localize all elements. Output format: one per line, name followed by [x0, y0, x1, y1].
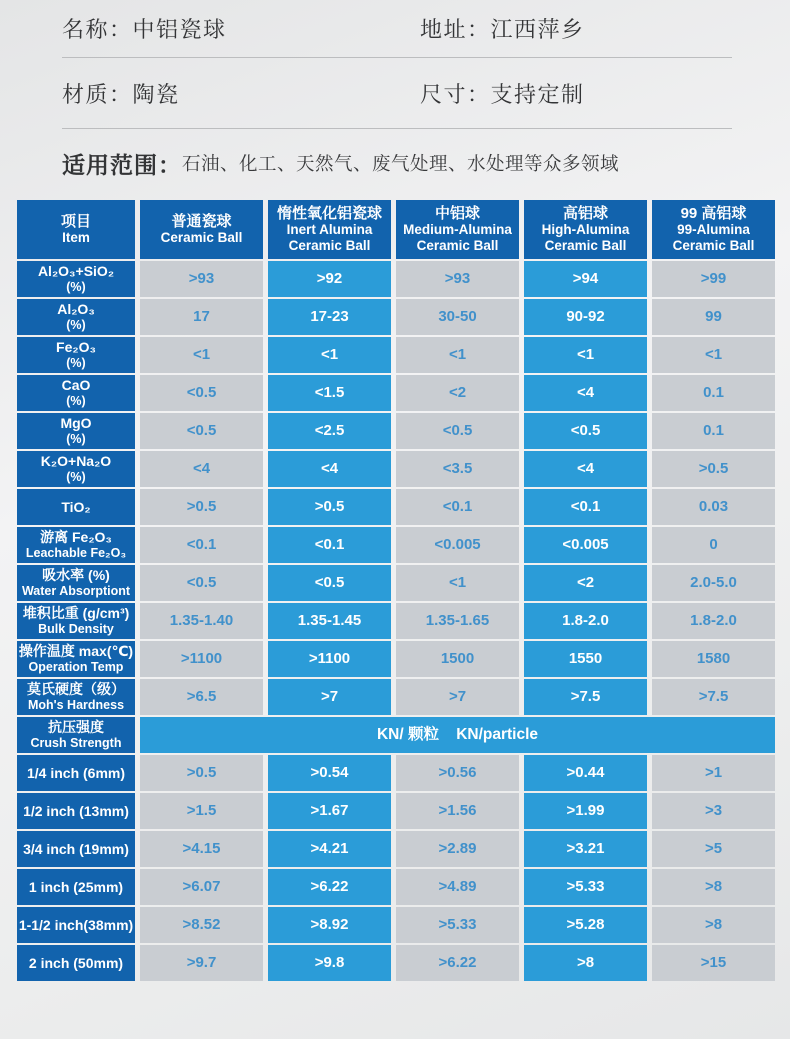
value-cell: >8.52	[140, 907, 263, 943]
value-cell: >0.56	[396, 755, 519, 791]
column-header: 中铝球 Medium-Alumina Ceramic Ball	[396, 200, 519, 259]
row-label: 游离 Fe₂O₃ Leachable Fe₂O₃	[17, 527, 135, 563]
value-cell: <0.5	[396, 413, 519, 449]
row-label: Fe₂O₃ (%)	[17, 337, 135, 373]
value-cell: >5.28	[524, 907, 647, 943]
row-label: 莫氏硬度（级） Moh's Hardness	[17, 679, 135, 715]
address-label: 地址：	[420, 17, 491, 42]
value-cell: <3.5	[396, 451, 519, 487]
address-field	[420, 13, 585, 44]
value-cell: 90-92	[524, 299, 647, 335]
row-label: Al₂O₃+SiO₂ (%)	[17, 261, 135, 297]
value-cell: >5.33	[396, 907, 519, 943]
column-header: 普通瓷球 Ceramic Ball	[140, 200, 263, 259]
column-header: 惰性氧化铝瓷球 Inert Alumina Ceramic Ball	[268, 200, 391, 259]
value-cell: >93	[140, 261, 263, 297]
value-cell: <1	[524, 337, 647, 373]
value-cell: <2	[396, 375, 519, 411]
value-cell: <1	[396, 565, 519, 601]
value-cell: >93	[396, 261, 519, 297]
value-cell: <1	[652, 337, 775, 373]
value-cell: >0.5	[652, 451, 775, 487]
size-label: 尺寸：	[420, 81, 491, 107]
value-cell: >7.5	[652, 679, 775, 715]
value-cell: 0	[652, 527, 775, 563]
value-cell: <0.1	[140, 527, 263, 563]
name-field	[62, 13, 420, 44]
row-label: 1/2 inch (13mm)	[17, 793, 135, 829]
value-cell: <1	[140, 337, 263, 373]
value-cell: >1100	[268, 641, 391, 677]
value-cell: >6.22	[268, 869, 391, 905]
value-cell: 0.03	[652, 489, 775, 525]
value-cell: <1.5	[268, 375, 391, 411]
row-label: 抗压强度 Crush Strength	[17, 717, 135, 753]
value-cell: 2.0-5.0	[652, 565, 775, 601]
name-value: 中铝瓷球	[132, 17, 227, 42]
value-cell: >9.7	[140, 945, 263, 981]
value-cell: >5	[652, 831, 775, 867]
value-cell: <0.5	[140, 565, 263, 601]
value-cell: >0.54	[268, 755, 391, 791]
material-value: 陶瓷	[132, 81, 180, 107]
value-cell: <4	[268, 451, 391, 487]
value-cell: <0.1	[268, 527, 391, 563]
value-cell: >4.21	[268, 831, 391, 867]
value-cell: >4.89	[396, 869, 519, 905]
name-label: 名称：	[62, 17, 133, 42]
value-cell: 1580	[652, 641, 775, 677]
value-cell: >1	[652, 755, 775, 791]
value-cell: >6.5	[140, 679, 263, 715]
material-field	[62, 78, 420, 109]
row-label: 2 inch (50mm)	[17, 945, 135, 981]
value-cell: >1.67	[268, 793, 391, 829]
value-cell: <4	[524, 451, 647, 487]
value-cell: >0.44	[524, 755, 647, 791]
value-cell: 0.1	[652, 375, 775, 411]
value-cell: 1.35-1.40	[140, 603, 263, 639]
value-cell: <4	[524, 375, 647, 411]
value-cell: 1.8-2.0	[524, 603, 647, 639]
value-cell: >1.5	[140, 793, 263, 829]
column-header: 99 高铝球 99-Alumina Ceramic Ball	[652, 200, 775, 259]
row-label: TiO₂	[17, 489, 135, 525]
value-cell: <2.5	[268, 413, 391, 449]
value-cell: >99	[652, 261, 775, 297]
value-cell: 1.35-1.65	[396, 603, 519, 639]
value-cell: >2.89	[396, 831, 519, 867]
size-value: 支持定制	[490, 81, 585, 107]
column-header: 高铝球 High-Alumina Ceramic Ball	[524, 200, 647, 259]
value-cell: 0.1	[652, 413, 775, 449]
info-row-name-address	[62, 0, 732, 58]
value-cell: >0.5	[140, 755, 263, 791]
size-field	[420, 78, 585, 109]
spec-table	[17, 200, 775, 981]
value-cell: >1.56	[396, 793, 519, 829]
value-cell: <0.5	[268, 565, 391, 601]
row-label: 1/4 inch (6mm)	[17, 755, 135, 791]
value-cell: <0.005	[524, 527, 647, 563]
row-label: MgO (%)	[17, 413, 135, 449]
value-cell: 17	[140, 299, 263, 335]
row-label: 操作温度 max(℃) Operation Temp	[17, 641, 135, 677]
value-cell: 1550	[524, 641, 647, 677]
value-cell: <0.5	[524, 413, 647, 449]
row-label: 堆积比重 (g/cm³) Bulk Density	[17, 603, 135, 639]
row-label: 1-1/2 inch(38mm)	[17, 907, 135, 943]
value-cell: >9.8	[268, 945, 391, 981]
value-cell: <2	[524, 565, 647, 601]
value-cell: >0.5	[268, 489, 391, 525]
value-cell: >8	[524, 945, 647, 981]
application-scope	[62, 129, 732, 197]
value-cell: >1100	[140, 641, 263, 677]
value-cell: >7	[396, 679, 519, 715]
value-cell: >6.22	[396, 945, 519, 981]
value-cell: 1.8-2.0	[652, 603, 775, 639]
value-cell: >7.5	[524, 679, 647, 715]
value-cell: 99	[652, 299, 775, 335]
value-cell: >8	[652, 907, 775, 943]
row-label: CaO (%)	[17, 375, 135, 411]
value-cell: >3	[652, 793, 775, 829]
value-cell: >4.15	[140, 831, 263, 867]
value-cell: <0.1	[524, 489, 647, 525]
value-cell: <0.1	[396, 489, 519, 525]
scope-text: 石油、化工、天然气、废气处理、水处理等众多领域	[182, 153, 620, 174]
row-label: K₂O+Na₂O (%)	[17, 451, 135, 487]
value-cell: >6.07	[140, 869, 263, 905]
material-label: 材质：	[62, 81, 133, 107]
row-label: 1 inch (25mm)	[17, 869, 135, 905]
address-value: 江西萍乡	[490, 17, 585, 42]
row-label: 吸水率 (%) Water Absorptiont	[17, 565, 135, 601]
value-cell: >7	[268, 679, 391, 715]
value-cell: <0.5	[140, 413, 263, 449]
value-cell: >0.5	[140, 489, 263, 525]
value-cell: >15	[652, 945, 775, 981]
value-cell: >3.21	[524, 831, 647, 867]
value-cell: >94	[524, 261, 647, 297]
value-cell: <0.5	[140, 375, 263, 411]
value-cell: 17-23	[268, 299, 391, 335]
value-cell: >8.92	[268, 907, 391, 943]
column-header: 项目 Item	[17, 200, 135, 259]
product-info	[0, 0, 790, 197]
value-cell: >5.33	[524, 869, 647, 905]
value-cell: <1	[268, 337, 391, 373]
value-cell: >92	[268, 261, 391, 297]
value-cell: <4	[140, 451, 263, 487]
row-label: Al₂O₃ (%)	[17, 299, 135, 335]
value-cell: <0.005	[396, 527, 519, 563]
value-cell: 1.35-1.45	[268, 603, 391, 639]
scope-label: 适用范围：	[62, 151, 182, 178]
crush-strength-unit-cell: KN/ 颗粒 KN/particle	[140, 717, 775, 753]
value-cell: 30-50	[396, 299, 519, 335]
value-cell: <1	[396, 337, 519, 373]
value-cell: >8	[652, 869, 775, 905]
info-row-material-size	[62, 58, 732, 129]
value-cell: >1.99	[524, 793, 647, 829]
value-cell: 1500	[396, 641, 519, 677]
row-label: 3/4 inch (19mm)	[17, 831, 135, 867]
